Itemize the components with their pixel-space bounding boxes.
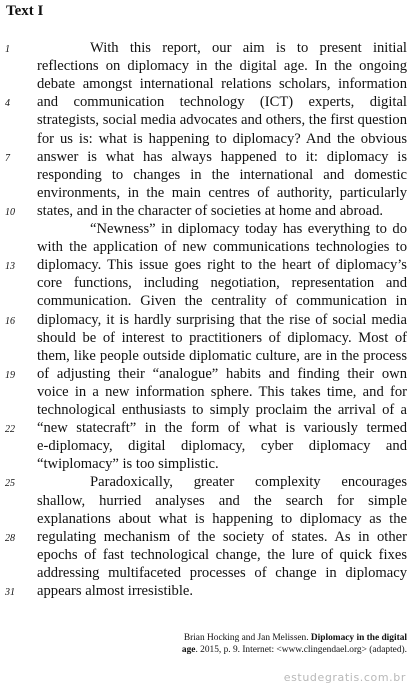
line-number: 1 [5,44,10,55]
text-title: Text I [6,3,44,19]
text-line: “new statecraft” in the form of what is variously termed [37,420,407,437]
text-line: addressing multifaceted processes of change in diplomacy [37,564,407,581]
line-number: 10 [5,206,15,218]
text-line: diplomacy, it is hardly surprising that the rise of social media [37,311,407,328]
citation-line-2 [170,644,407,656]
citation-source: . 2015, p. 9. Internet: <www.clingendael.org> (adapted). [195,645,407,655]
text-line: diplomacy. This issue goes right to the heart of diplomacy’s [37,257,407,274]
text-line: voice in a new information sphere. This takes time, and for [37,383,407,400]
text-line: regulating mechanism of the society of states. As in other [37,528,407,545]
citation-line-1 [170,632,407,644]
text-line: answer is what has always happened to it: diplomacy is [37,148,407,165]
text-line: strategists, social media advocates and others, the first question [37,112,407,129]
citation-book-title-end: age [181,645,196,655]
line-number: 28 [5,532,15,544]
line-number: 13 [5,261,15,273]
line-number: 7 [5,152,10,164]
line-number: 22 [5,424,15,436]
line-number: 16 [5,315,15,327]
text-line: reflections on diplomacy in the digital age. In the ongoing [37,58,407,75]
text-line: core functions, including negotiation, representation and [37,275,407,292]
text-line: explanations about what is happening to diplomacy as the [37,510,407,527]
text-line: environments, in the main centres of authority, particularly [37,184,407,201]
citation-book-title: Diplomacy in the digital [310,633,407,643]
line-number: 31 [5,587,15,598]
text-line: states, and in the character of societies at home and abroad. [37,202,384,219]
text-line: “Newness” in diplomacy today has everything to do [90,221,407,237]
text-line: appears almost irresistible. [37,583,194,599]
line-number: 25 [5,478,15,490]
text-line: them, like people outside diplomatic culture, are in the process [37,347,407,364]
site-watermark: estudegratis.com.br [283,671,406,684]
text-line: of adjusting their “analogue” habits and finding their own [37,365,407,382]
text-line: for us is: what is happening to diplomacy? And the obvious [37,130,407,147]
text-line: and communication technology (ICT) experts, digital [37,94,407,111]
text-line: epochs of fast technological change, the lure of quick fixes [37,546,407,563]
line-number: 4 [5,98,10,110]
text-line: communication. Given the centrality of communication in [37,293,407,310]
text-line: shallow, hurried analyses and the search for simple [37,492,407,509]
text-line: debate amongst international relations scholars, information [37,76,407,93]
citation-authors: Brian Hocking and Jan Melissen. [183,633,311,643]
text-line: should be of interest to practitioners of diplomacy. Most of [37,329,407,346]
text-line: Paradoxically, greater complexity encourages [90,474,407,491]
line-number: 19 [5,369,15,381]
text-line: technological enthusiasts to simply proclaim the arrival of a [37,402,407,418]
text-line: With this report, our aim is to present initial [90,40,407,56]
text-line: responding to changes in the international and domestic [37,166,407,183]
text-line: “twiplomacy” is too simplistic. [37,456,219,473]
text-line: with the application of new communications technologies to [37,239,407,256]
text-line: e-diplomacy, digital diplomacy, cyber diplomacy and [37,438,407,455]
